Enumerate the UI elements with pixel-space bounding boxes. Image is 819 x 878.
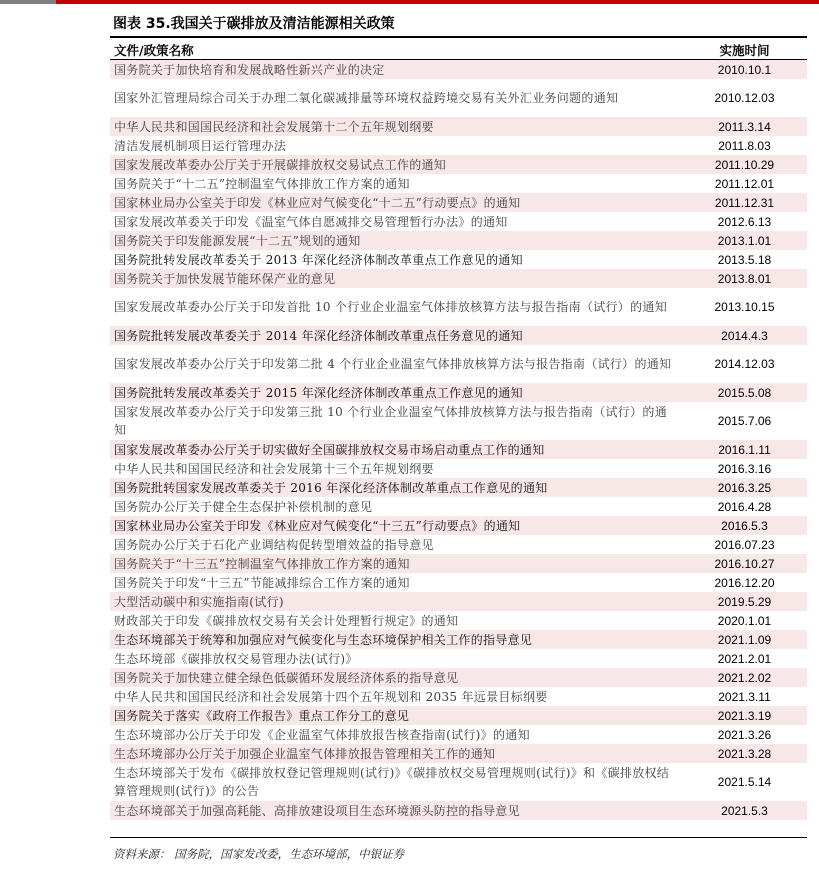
policy-name-cell: 清洁发展机制项目运行管理办法	[114, 138, 287, 153]
table-row	[110, 763, 807, 801]
table-row	[110, 155, 807, 174]
policy-name-cell: 国务院批转发展改革委关于 2015 年深化经济体制改革重点工作意见的通知	[110, 383, 682, 402]
table-row	[110, 649, 807, 668]
table-row	[110, 136, 807, 155]
policy-name-cell: 国家林业局办公室关于印发《林业应对气候变化“十二五”行动要点》的通知	[110, 193, 682, 212]
policy-date-cell: 2016.3.16	[717, 461, 772, 476]
policy-date-cell: 2016.4.28	[717, 499, 772, 514]
source-note: 资料来源： 国务院，国家发改委，生态环境部，中银证券	[113, 847, 405, 861]
policy-name-cell: 国家发展改革委办公厅关于切实做好全国碳排放权交易市场启动重点工作的通知	[110, 440, 682, 459]
policy-date-cell: 2021.5.3	[682, 801, 807, 820]
table-row	[110, 288, 807, 326]
top-bar-red-segment	[56, 0, 819, 4]
policy-name-cell: 国务院办公厅关于石化产业调结构促转型增效益的指导意见	[114, 537, 434, 552]
policy-name-cell: 国家发展改革委办公厅关于印发首批 10 个行业企业温室气体排放核算方法与报告指南（试行）的通知	[114, 300, 668, 314]
table-row	[110, 326, 807, 345]
policy-date-cell: 2014.4.3	[682, 326, 807, 345]
policy-name-cell: 生态环境部关于发布《碳排放权登记管理规则(试行)》《碳排放权交易管理规则(试行)》和《碳排放权结算管理规则(试行)》的公告	[114, 766, 670, 798]
policy-name-cell: 国务院关于加快建立健全绿色低碳循环发展经济体系的指导意见	[110, 668, 682, 687]
title-rule	[110, 36, 807, 38]
table-row	[110, 611, 807, 630]
table-row	[110, 60, 807, 80]
table-row	[110, 535, 807, 554]
table-row	[110, 687, 807, 706]
policy-name-cell: 财政部关于印发《碳排放权交易有关会计处理暂行规定》的通知	[114, 613, 459, 628]
table-row	[110, 725, 807, 744]
table-row	[110, 79, 807, 117]
policy-name-cell: 生态环境部关于加强高耗能、高排放建设项目生态环境源头防控的指导意见	[110, 801, 682, 820]
table-row	[110, 193, 807, 212]
policy-date-cell: 2019.5.29	[682, 592, 807, 611]
column-header-date: 实施时间	[682, 40, 807, 60]
policy-name-cell: 中华人民共和国国民经济和社会发展第十二个五年规划纲要	[110, 117, 682, 136]
policy-name-cell: 国务院办公厅关于健全生态保护补偿机制的意见	[114, 499, 373, 514]
policy-name-cell: 国家发展改革委办公厅关于开展碳排放权交易试点工作的通知	[110, 155, 682, 174]
policy-name-cell: 国务院关于“十二五”控制温室气体排放工作方案的通知	[114, 176, 410, 191]
table-row	[110, 269, 807, 288]
policy-name-cell: 生态环境部《碳排放权交易管理办法(试行)》	[114, 651, 358, 666]
policy-name-cell: 生态环境部关于统筹和加强应对气候变化与生态环境保护相关工作的指导意见	[110, 630, 682, 649]
policy-name-cell: 国家发展改革委办公厅关于印发第二批 4 个行业企业温室气体排放核算方法与报告指南（试行）的通知	[114, 357, 672, 371]
policy-date-cell: 2016.12.20	[714, 575, 775, 590]
policy-date-cell: 2016.07.23	[714, 537, 775, 552]
policy-date-cell: 2011.8.03	[718, 138, 771, 153]
policy-date-cell: 2013.8.01	[682, 269, 807, 288]
table-row	[110, 554, 807, 573]
policy-date-cell: 2011.12.01	[714, 176, 775, 191]
policy-date-cell: 2014.12.03	[714, 357, 775, 371]
top-accent-bar	[0, 0, 819, 4]
policy-date-cell: 2011.3.14	[682, 117, 807, 136]
table-row	[110, 345, 807, 383]
policy-date-cell: 2015.5.08	[682, 383, 807, 402]
table-row	[110, 478, 807, 497]
table-row	[110, 440, 807, 459]
policy-date-cell: 2016.10.27	[682, 554, 807, 573]
policy-date-cell: 2013.1.01	[682, 231, 807, 250]
policy-date-cell: 2021.3.11	[718, 689, 771, 704]
table-row	[110, 212, 807, 231]
policy-name-cell: 中华人民共和国国民经济和社会发展第十三个五年规划纲要	[114, 461, 434, 476]
policy-date-cell: 2021.3.28	[682, 744, 807, 763]
table-row	[110, 402, 807, 440]
policy-name-cell: 大型活动碳中和实施指南(试行)	[110, 592, 682, 611]
table-row	[110, 668, 807, 687]
bottom-rule	[110, 837, 807, 838]
table-row	[110, 630, 807, 649]
policy-date-cell: 2021.3.19	[682, 706, 807, 725]
table-row	[110, 497, 807, 516]
policy-name-cell: 中华人民共和国国民经济和社会发展第十四个五年规划和 2035 年远景目标纲要	[114, 689, 548, 704]
policy-date-cell: 2021.3.26	[717, 727, 772, 742]
figure-title: 图表 35.我国关于碳排放及清洁能源相关政策	[113, 16, 395, 32]
table-row	[110, 459, 807, 478]
table-row	[110, 801, 807, 820]
policy-date-cell: 2021.2.02	[682, 668, 807, 687]
table-row	[110, 383, 807, 402]
table-row	[110, 231, 807, 250]
policy-name-cell: 国务院批转发展改革委关于 2014 年深化经济体制改革重点任务意见的通知	[110, 326, 682, 345]
policy-name-cell: 国务院关于加快发展节能环保产业的意见	[110, 269, 682, 288]
policy-name-cell: 生态环境部办公厅关于印发《企业温室气体排放报告核查指南(试行)》的通知	[114, 727, 530, 742]
policy-date-cell: 2021.5.14	[717, 775, 772, 789]
policy-date-cell: 2013.10.15	[714, 300, 775, 314]
policy-name-cell: 国务院关于落实《政府工作报告》重点工作分工的意见	[110, 706, 682, 725]
table-row	[110, 744, 807, 763]
policy-date-cell: 2010.10.1	[682, 60, 807, 80]
policy-date-cell: 2015.7.06	[717, 414, 772, 428]
table-row	[110, 250, 807, 269]
policy-name-cell: 国务院批转国家发展改革委关于 2016 年深化经济体制改革重点工作意见的通知	[110, 478, 682, 497]
table-row	[110, 592, 807, 611]
policy-date-cell: 2021.2.01	[717, 651, 772, 666]
policy-name-cell: 国家外汇管理局综合司关于办理二氧化碳减排量等环境权益跨境交易有关外汇业务问题的通知	[114, 91, 619, 105]
policy-name-cell: 国家发展改革委办公厅关于印发第三批 10 个行业企业温室气体排放核算方法与报告指南（试行）的通知	[114, 405, 668, 437]
policy-name-cell: 国务院批转发展改革委关于 2013 年深化经济体制改革重点工作意见的通知	[114, 252, 523, 267]
policy-date-cell: 2012.6.13	[717, 214, 772, 229]
table-header-row	[110, 40, 807, 60]
policy-date-cell: 2011.12.31	[682, 193, 807, 212]
policy-date-cell: 2021.1.09	[682, 630, 807, 649]
policy-date-cell: 2013.5.18	[717, 252, 772, 267]
policy-name-cell: 国家林业局办公室关于印发《林业应对气候变化“十三五”行动要点》的通知	[110, 516, 682, 535]
column-header-name: 文件/政策名称	[110, 40, 682, 60]
policy-date-cell: 2016.3.25	[682, 478, 807, 497]
table-row	[110, 117, 807, 136]
policy-date-cell: 2016.1.11	[682, 440, 807, 459]
policy-name-cell: 国务院关于印发能源发展“十二五”规划的通知	[110, 231, 682, 250]
table-row	[110, 573, 807, 592]
table-row	[110, 516, 807, 535]
policy-name-cell: 国务院关于印发“十三五”节能减排综合工作方案的通知	[114, 575, 410, 590]
policy-table	[110, 40, 807, 820]
policy-date-cell: 2011.10.29	[682, 155, 807, 174]
policy-name-cell: 国家发展改革委关于印发《温室气体自愿减排交易管理暂行办法》的通知	[114, 214, 508, 229]
top-bar-gray-segment	[0, 0, 56, 4]
policy-name-cell: 国务院关于“十三五”控制温室气体排放工作方案的通知	[110, 554, 682, 573]
policy-date-cell: 2016.5.3	[682, 516, 807, 535]
policy-date-cell: 2010.12.03	[714, 91, 775, 105]
table-row	[110, 174, 807, 193]
policy-name-cell: 生态环境部办公厅关于加强企业温室气体排放报告管理相关工作的通知	[110, 744, 682, 763]
policy-date-cell: 2020.1.01	[717, 613, 772, 628]
policy-name-cell: 国务院关于加快培育和发展战略性新兴产业的决定	[110, 60, 682, 80]
table-row	[110, 706, 807, 725]
